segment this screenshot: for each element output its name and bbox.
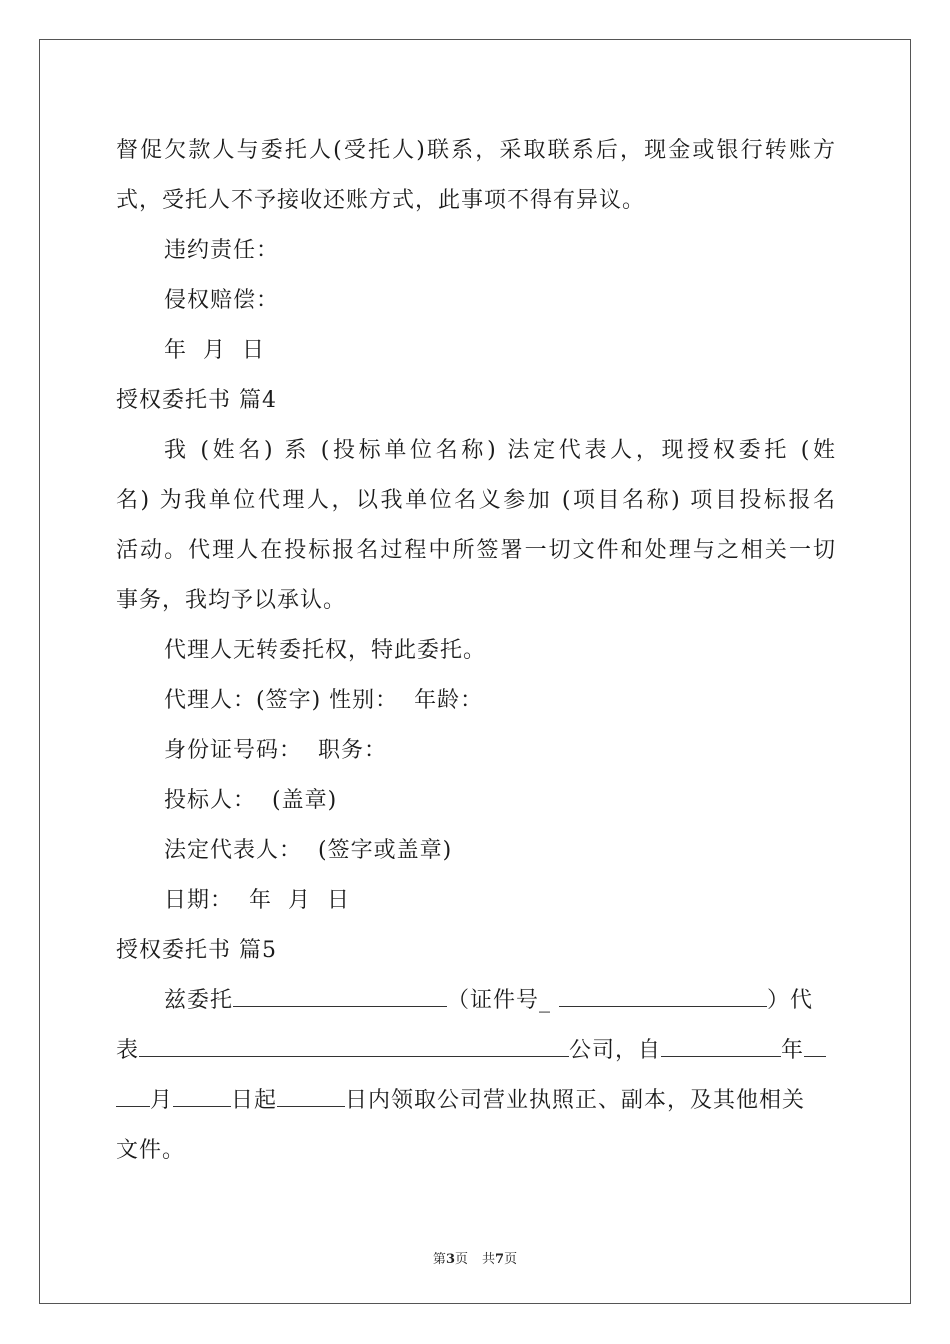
section-heading-4: 授权委托书 篇4 (116, 388, 277, 413)
agent-info-line: 代理人：(签字) 性别： 年龄： (164, 688, 484, 713)
document-body (116, 126, 836, 1176)
page-footer (0, 1248, 950, 1267)
id-number-line: 身份证号码： 职务： (164, 738, 387, 763)
footer-text: 第 (432, 1252, 446, 1267)
form-line-3 (116, 1076, 836, 1126)
footer-text: 页 (454, 1252, 468, 1267)
signing-date-line: 日期： 年 月 日 (164, 888, 350, 913)
year-blank-continued (804, 1034, 826, 1057)
paragraph-line: 活动。代理人在投标报名过程中所签署一切文件和处理与之相关一切 (116, 538, 836, 563)
footer-text: 页 (504, 1252, 518, 1267)
date-line: 年 月 日 (164, 338, 265, 363)
paragraph-line: 名) 为我单位代理人，以我单位名义参加 (项目名称) 项目投标报名 (116, 488, 836, 513)
legal-rep-line: 法定代表人： (签字或盖章) (164, 838, 453, 863)
breach-liability-label: 违约责任： (164, 238, 280, 263)
form-line-4: 文件。 (116, 1138, 186, 1163)
id-number-blank (559, 984, 767, 1007)
days-count-blank (277, 1084, 345, 1107)
form-text: （证件号_ (447, 988, 560, 1013)
infringement-compensation-label: 侵权赔偿： (164, 288, 280, 313)
form-text: 日起 (231, 1088, 278, 1113)
paragraph-line: 我 (姓名) 系 (投标单位名称) 法定代表人，现授权委托 (姓 (164, 438, 836, 463)
paragraph-line: 督促欠款人与委托人(受托人)联系，采取联系后，现金或银行转账方 (116, 138, 836, 163)
day-blank (173, 1084, 231, 1107)
form-text: 日内领取公司营业执照正、副本，及其他相关 (345, 1088, 806, 1113)
year-blank (661, 1034, 781, 1057)
current-page-number: 3 (445, 1252, 455, 1267)
form-text: ）代 (767, 988, 814, 1013)
form-text: 公司，自 (569, 1038, 662, 1063)
paragraph-line: 事务，我均予以承认。 (116, 588, 347, 613)
form-text: 兹委托 (164, 988, 234, 1013)
paragraph-line: 式，受托人不予接收还账方式，此事项不得有异议。 (116, 188, 646, 213)
paragraph-line: 代理人无转委托权，特此委托。 (164, 638, 487, 663)
form-line-1 (116, 976, 836, 1026)
form-text: 表 (116, 1038, 140, 1063)
company-name-blank (139, 1034, 569, 1057)
form-text: 月 (150, 1088, 174, 1113)
month-blank (116, 1084, 150, 1107)
section-heading-5: 授权委托书 篇5 (116, 938, 277, 963)
trustee-name-blank (233, 984, 447, 1007)
bidder-line: 投标人： (盖章) (164, 788, 338, 813)
total-page-number: 7 (495, 1252, 505, 1267)
form-line-2 (116, 1026, 836, 1076)
form-text: 年 (781, 1038, 805, 1063)
footer-text: 共 (482, 1252, 496, 1267)
